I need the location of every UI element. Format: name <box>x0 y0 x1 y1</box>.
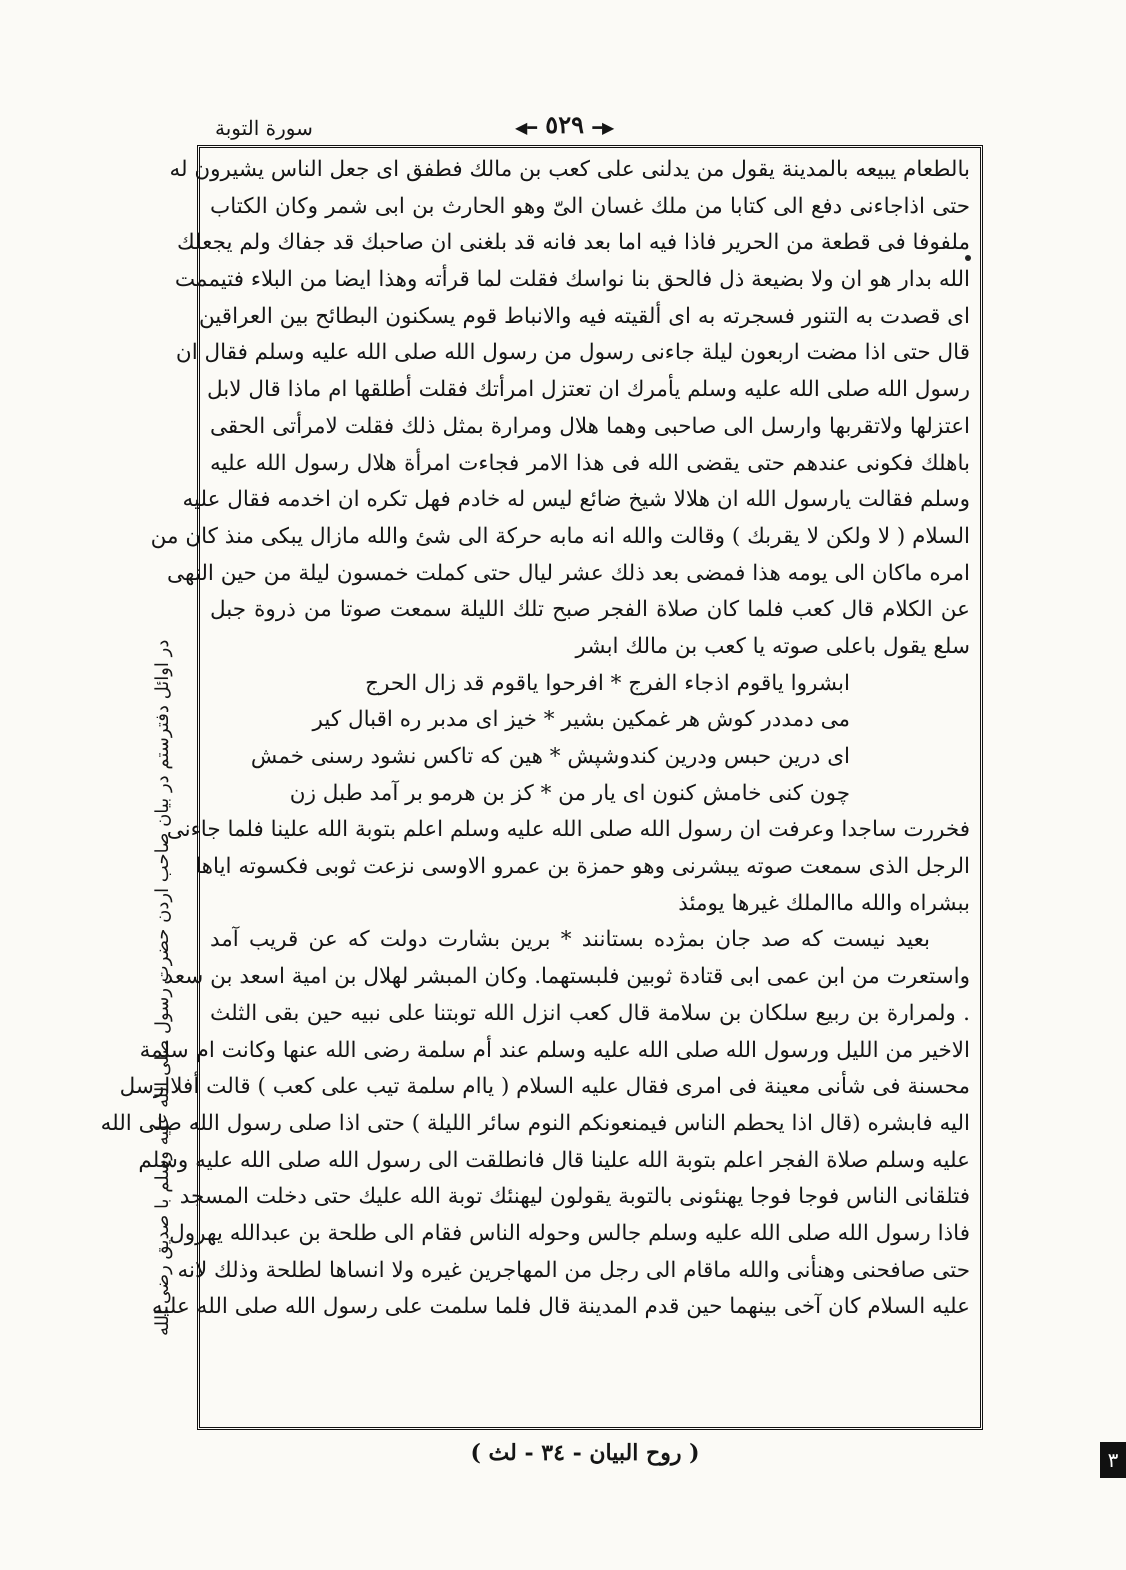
text-line: عن الكلام قال كعب فلما كان صلاة الفجر صبح تلك الليلة سمعت صوتا من ذروة جبل <box>210 597 970 623</box>
page-number-value: ٥٢٩ <box>545 110 584 139</box>
text-line: ملفوفا فى قطعة من الحرير فاذا فيه اما بعد فانه قد بلغنى ان صاحبك قد جفاك ولم يجعلك <box>177 230 970 256</box>
text-line: فخررت ساجدا وعرفت ان رسول الله صلى الله عليه وسلم اعلم بتوبة الله علينا فلما جاءنى <box>166 817 970 843</box>
text-line: واستعرت من ابن عمى ابى قتادة ثوبين فلبستهما. وكان المبشر لهلال بن امية اسعد بن سعد <box>163 964 970 990</box>
right-ornament-icon: ━▶ <box>592 118 615 137</box>
text-line: اليه فابشره (قال اذا يحطم الناس فيمنعونكم النوم سائر الليلة ) حتى اذا صلى رسول الله صلى الله <box>100 1110 970 1136</box>
text-line: فاذا رسول الله صلى الله عليه وسلم جالس وحوله الناس فقام الى طلحة بن عبدالله يهرول <box>169 1220 970 1246</box>
text-line: باهلك فكونى عندهم حتى يقضى الله فى هذا الامر فجاءت امرأة هلال رسول الله عليه <box>210 450 970 476</box>
text-line: عليه السلام كان آخى بينهما حين قدم المدينة قال فلما سلمت على رسول الله صلى الله عليه <box>151 1294 970 1320</box>
margin-note: در اوائل دفترستم در بيان صاحب اردن حضرت رسول صلى الله عليه وسلم با صديق رضى الله <box>152 640 173 1337</box>
surah-title: سورة التوبة <box>215 116 313 140</box>
poem-line: مى دمددر كوش هر غمكين بشير * خيز اى مدبر ره اقبال كير <box>312 707 850 733</box>
text-line: سلع يقول باعلى صوته يا كعب بن مالك ابشر <box>575 633 970 659</box>
side-tab: ٣ <box>1100 1442 1126 1478</box>
text-line: الرجل الذى سمعت صوته يبشرنى وهو حمزة بن عمرو الاوسى نزعت ثوبى فكسوته اياها <box>195 854 970 880</box>
text-line: عليه وسلم صلاة الفجر اعلم بتوبة الله علينا قال فانطلقت الى رسول الله صلى الله عليه وسلم <box>138 1147 970 1173</box>
text-line: اعتزلها ولاتقربها وارسل الى صاحبى وهما هلال ومرارة بمثل ذلك فقلت لامرأتى الحقى <box>210 413 970 439</box>
verse-line: بعيد نيست كه صد جان بمژده بستانند * برين بشارت دولت كه عن قريب آمد <box>210 927 930 953</box>
text-line: السلام ( لا ولكن لا يقربك ) وقالت والله انه مابه حركة الى شئ والله مازال يبكى منذ كان من <box>150 523 970 549</box>
poem-line: اى درين حبس ودرين كندوشپش * هين كه تاكس نشود رسنى خمش <box>250 744 850 769</box>
text-line: وسلم فقالت يارسول الله ان هلالا شيخ ضائع ليس له خادم فهل تكره ان اخدمه فقال عليه <box>182 487 970 513</box>
footer-signature: ( روح البيان - ٣٤ - لث ) <box>470 1440 700 1466</box>
text-line: الله بدار هو ان ولا بضيعة ذل فالحق بنا نواسك فقلت لما قرأته وهذا ايضا من البلاء فتيممت <box>174 267 970 293</box>
text-line: رسول الله صلى الله عليه وسلم يأمرك ان تعتزل امرأتك فقلت أطلقها ام ماذا قال لابل <box>206 377 970 403</box>
poem-line: ابشروا ياقوم اذجاء الفرج * افرحوا ياقوم قد زال الحرج <box>365 670 850 696</box>
text-line: اى قصدت به التنور فسجرته به اى ألقيته فيه والانباط قوم يسكنون البطائح بين العراقين <box>198 303 970 329</box>
text-line: بالطعام يبيعه بالمدينة يقول من يدلنى على كعب بن مالك فطفق اى جعل الناس يشيرون له <box>169 157 970 182</box>
text-line: حتى اذاجاءنى دفع الى كتابا من ملك غسان الىّ وهو الحارث بن ابى شمر وكان الكتاب <box>210 193 970 219</box>
text-line: فتلقانى الناس فوجا فوجا يهنئونى بالتوبة يقولون ليهنئك توبة الله عليك حتى دخلت المسجد <box>179 1184 970 1210</box>
left-ornament-icon: ◀━ <box>515 118 537 137</box>
text-line: . ولمرارة بن ربيع سلكان بن سلامة قال كعب انزل الله توبتنا على نبيه حين بقى الثلث <box>210 1000 970 1026</box>
page-number <box>515 110 614 139</box>
text-line: حتى صافحنى وهنأنى والله ماقام الى رجل من المهاجرين غيره ولا انساها لطلحة وذلك لانه <box>177 1257 970 1283</box>
poem-line: چون كنى خامش كنون اى يار من * كز بن هرمو بر آمد طبل زن <box>289 780 850 806</box>
text-line: امره ماكان الى يومه هذا فمضى بعد ذلك عشر ليال حتى كملت خمسون ليلة من حين النهى <box>167 560 970 586</box>
page-header <box>215 108 915 148</box>
text-line: ببشراه والله ماالملك غيرها يومئذ <box>678 890 970 916</box>
text-line: الاخير من الليل ورسول الله صلى الله عليه وسلم عند أم سلمة رضى الله عنها وكانت ام سلمة <box>139 1037 970 1063</box>
text-line: محسنة فى شأنى معينة فى امرى فقال عليه السلام ( ياام سلمة تيب على كعب ) قالت أفلاارسل <box>119 1074 970 1100</box>
text-line: قال حتى اذا مضت اربعون ليلة جاءنى رسول من رسول الله صلى الله عليه وسلم فقال ان <box>175 340 970 366</box>
